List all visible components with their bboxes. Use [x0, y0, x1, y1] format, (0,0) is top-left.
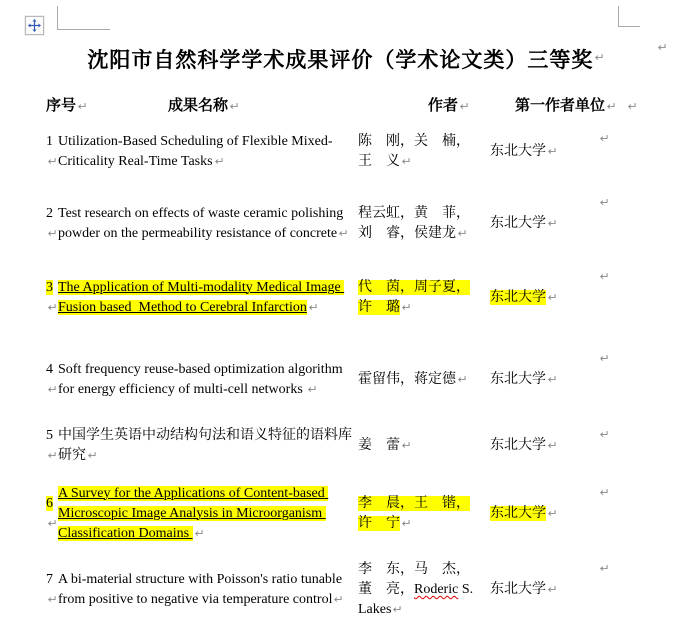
- row-end-mark: ↵: [627, 100, 638, 113]
- row-number[interactable]: 5: [46, 428, 53, 443]
- margin-corner-mark-left: [57, 6, 110, 30]
- authors[interactable]: 霍留伟，蒋定德: [358, 372, 456, 387]
- first-author-org[interactable]: 东北大学: [490, 506, 546, 521]
- result-title[interactable]: Test research on effects of waste ceramic polishing powder on the permeability resistance of concrete: [58, 206, 347, 241]
- cell-authors[interactable]: [356, 494, 474, 534]
- row-end: [584, 426, 624, 442]
- cell-mark: ↵: [547, 439, 558, 452]
- page-title-text[interactable]: 沈阳市自然科学学术成果评价（学术论文类）三等奖: [87, 48, 594, 72]
- cell-org[interactable]: [474, 580, 584, 600]
- cell-mark: ↵: [547, 373, 558, 386]
- cell-title[interactable]: [56, 204, 356, 244]
- cell-mark: ↵: [401, 517, 412, 530]
- cell-num[interactable]: [0, 494, 56, 534]
- table-row: [0, 484, 692, 544]
- cell-mark: ↵: [457, 373, 468, 386]
- cell-num[interactable]: [0, 204, 56, 244]
- cell-mark: ↵: [457, 227, 468, 240]
- cell-mark: ↵: [77, 100, 88, 113]
- cell-mark: ↵: [87, 449, 98, 462]
- authors[interactable]: 陈 刚，关 楠，王 义: [358, 134, 470, 169]
- first-author-org[interactable]: 东北大学: [490, 582, 546, 597]
- result-title[interactable]: 中国学生英语中动结构句法和语义特征的语料库研究: [58, 428, 352, 463]
- result-title[interactable]: A Survey for the Applications of Content-based Microscopic Image Analysis in Microorganism Classification Domains: [58, 486, 329, 541]
- result-title[interactable]: Utilization-Based Scheduling of Flexible Mixed-Criticality Real-Time Tasks: [58, 134, 333, 169]
- table-row: [0, 194, 692, 254]
- row-end-mark: ↵: [599, 428, 610, 441]
- cell-mark: ↵: [459, 100, 470, 113]
- table-row: [0, 130, 692, 174]
- row-end-mark: ↵: [599, 562, 610, 575]
- result-title[interactable]: The Application of Multi-modality Medical Image Fusion based Method to Cerebral Infarction: [58, 280, 345, 315]
- cell-authors[interactable]: [356, 278, 474, 318]
- cell-mark: ↵: [194, 527, 205, 540]
- move-arrows-icon: [28, 19, 41, 32]
- cell-title[interactable]: [56, 570, 356, 610]
- table-row: [0, 426, 692, 466]
- first-author-org[interactable]: 东北大学: [490, 438, 546, 453]
- cell-title[interactable]: [56, 426, 356, 466]
- paragraph-mark: ↵: [657, 41, 668, 54]
- cell-mark: ↵: [547, 507, 558, 520]
- cell-mark: ↵: [547, 291, 558, 304]
- cell-mark: ↵: [401, 301, 412, 314]
- cell-mark: ↵: [308, 301, 319, 314]
- cell-mark: ↵: [47, 383, 58, 396]
- cell-org[interactable]: [474, 142, 584, 162]
- first-author-org[interactable]: 东北大学: [490, 372, 546, 387]
- table-row: [0, 350, 692, 410]
- cell-mark: ↵: [392, 603, 404, 616]
- cell-mark: ↵: [401, 439, 412, 452]
- row-number[interactable]: 3: [46, 280, 53, 295]
- authors[interactable]: 姜 蕾: [358, 438, 400, 453]
- cell-mark: ↵: [229, 100, 240, 113]
- authors[interactable]: S. Lakes: [358, 582, 477, 617]
- row-end-mark: ↵: [599, 486, 610, 499]
- cell-org[interactable]: [474, 288, 584, 308]
- cell-num[interactable]: [0, 360, 56, 400]
- first-author-org[interactable]: 东北大学: [490, 216, 546, 231]
- cell-org[interactable]: [474, 214, 584, 234]
- table-row: [0, 268, 692, 328]
- row-number[interactable]: 2: [46, 206, 53, 221]
- cell-mark: ↵: [47, 593, 58, 606]
- cell-authors[interactable]: [356, 204, 474, 244]
- authors[interactable]: 李 晨，王 锴，许 宁: [358, 496, 470, 531]
- cell-mark: ↵: [47, 227, 58, 240]
- row-end-mark: ↵: [599, 352, 610, 365]
- cell-authors[interactable]: [356, 370, 474, 390]
- cell-authors[interactable]: [356, 436, 474, 456]
- cell-org[interactable]: [474, 370, 584, 390]
- column-header-num[interactable]: 序号 ↵: [46, 98, 88, 114]
- cell-authors[interactable]: [356, 560, 477, 620]
- row-end-mark: ↵: [599, 196, 610, 209]
- cell-title[interactable]: [56, 132, 356, 172]
- cell-mark: ↵: [47, 155, 58, 168]
- row-end-mark: ↵: [599, 270, 610, 283]
- cell-mark: ↵: [401, 155, 412, 168]
- column-header-authors[interactable]: 作者 ↵: [428, 98, 470, 114]
- row-end: [584, 268, 624, 284]
- cell-num[interactable]: [0, 570, 56, 610]
- row-number[interactable]: 6: [46, 496, 53, 511]
- cell-title[interactable]: [56, 360, 356, 400]
- cell-title[interactable]: [56, 484, 356, 544]
- authors[interactable]: 代 茵，周子夏，许 璐: [358, 280, 470, 315]
- cell-mark: ↵: [547, 145, 558, 158]
- cell-mark: ↵: [338, 227, 349, 240]
- first-author-org[interactable]: 东北大学: [490, 144, 546, 159]
- cell-mark: ↵: [47, 301, 58, 314]
- cell-mark: ↵: [334, 593, 345, 606]
- cell-mark: ↵: [606, 100, 617, 113]
- result-title[interactable]: A bi-material structure with Poisson's ratio tunable from positive to negative via temperature control: [58, 572, 346, 607]
- row-end: [584, 560, 624, 576]
- row-end: [584, 130, 624, 146]
- paragraph-mark: ↵: [594, 51, 606, 64]
- cell-mark: ↵: [547, 583, 558, 596]
- cell-mark: ↵: [47, 517, 58, 530]
- authors[interactable]: 程云虹，黄 菲，刘 睿，侯建龙: [358, 206, 470, 241]
- cell-num[interactable]: [0, 132, 56, 172]
- row-end: [584, 350, 624, 366]
- authors[interactable]: 李 东，马 杰，董 亮，: [358, 562, 470, 597]
- column-header-org[interactable]: 第一作者单位 ↵ ↵: [515, 98, 638, 114]
- row-number[interactable]: 1: [46, 134, 53, 149]
- result-title[interactable]: Soft frequency reuse-based optimization algorithm for energy efficiency of multi-cell networks: [58, 362, 357, 397]
- row-number[interactable]: 7: [46, 572, 53, 587]
- row-number[interactable]: 4: [46, 362, 53, 377]
- cell-authors[interactable]: [356, 132, 474, 172]
- cell-mark: ↵: [547, 217, 558, 230]
- cell-title[interactable]: [56, 278, 356, 318]
- cell-mark: ↵: [307, 383, 318, 396]
- cell-org[interactable]: [474, 436, 584, 456]
- misspelled-word[interactable]: Roderic: [414, 582, 459, 597]
- first-author-org[interactable]: 东北大学: [490, 290, 546, 305]
- cell-num[interactable]: [0, 426, 56, 466]
- row-end: [584, 484, 624, 500]
- margin-corner-mark-right: [618, 6, 640, 27]
- table-row: [0, 560, 692, 620]
- cell-num[interactable]: [0, 278, 56, 318]
- row-end-mark: ↵: [599, 132, 610, 145]
- column-header-title[interactable]: 成果名称 ↵: [168, 98, 240, 114]
- row-end: [584, 194, 624, 210]
- cell-mark: ↵: [214, 155, 225, 168]
- cell-mark: ↵: [47, 449, 58, 462]
- table-move-handle-icon[interactable]: [25, 16, 44, 35]
- cell-org[interactable]: [474, 504, 584, 524]
- page-title[interactable]: [0, 44, 692, 74]
